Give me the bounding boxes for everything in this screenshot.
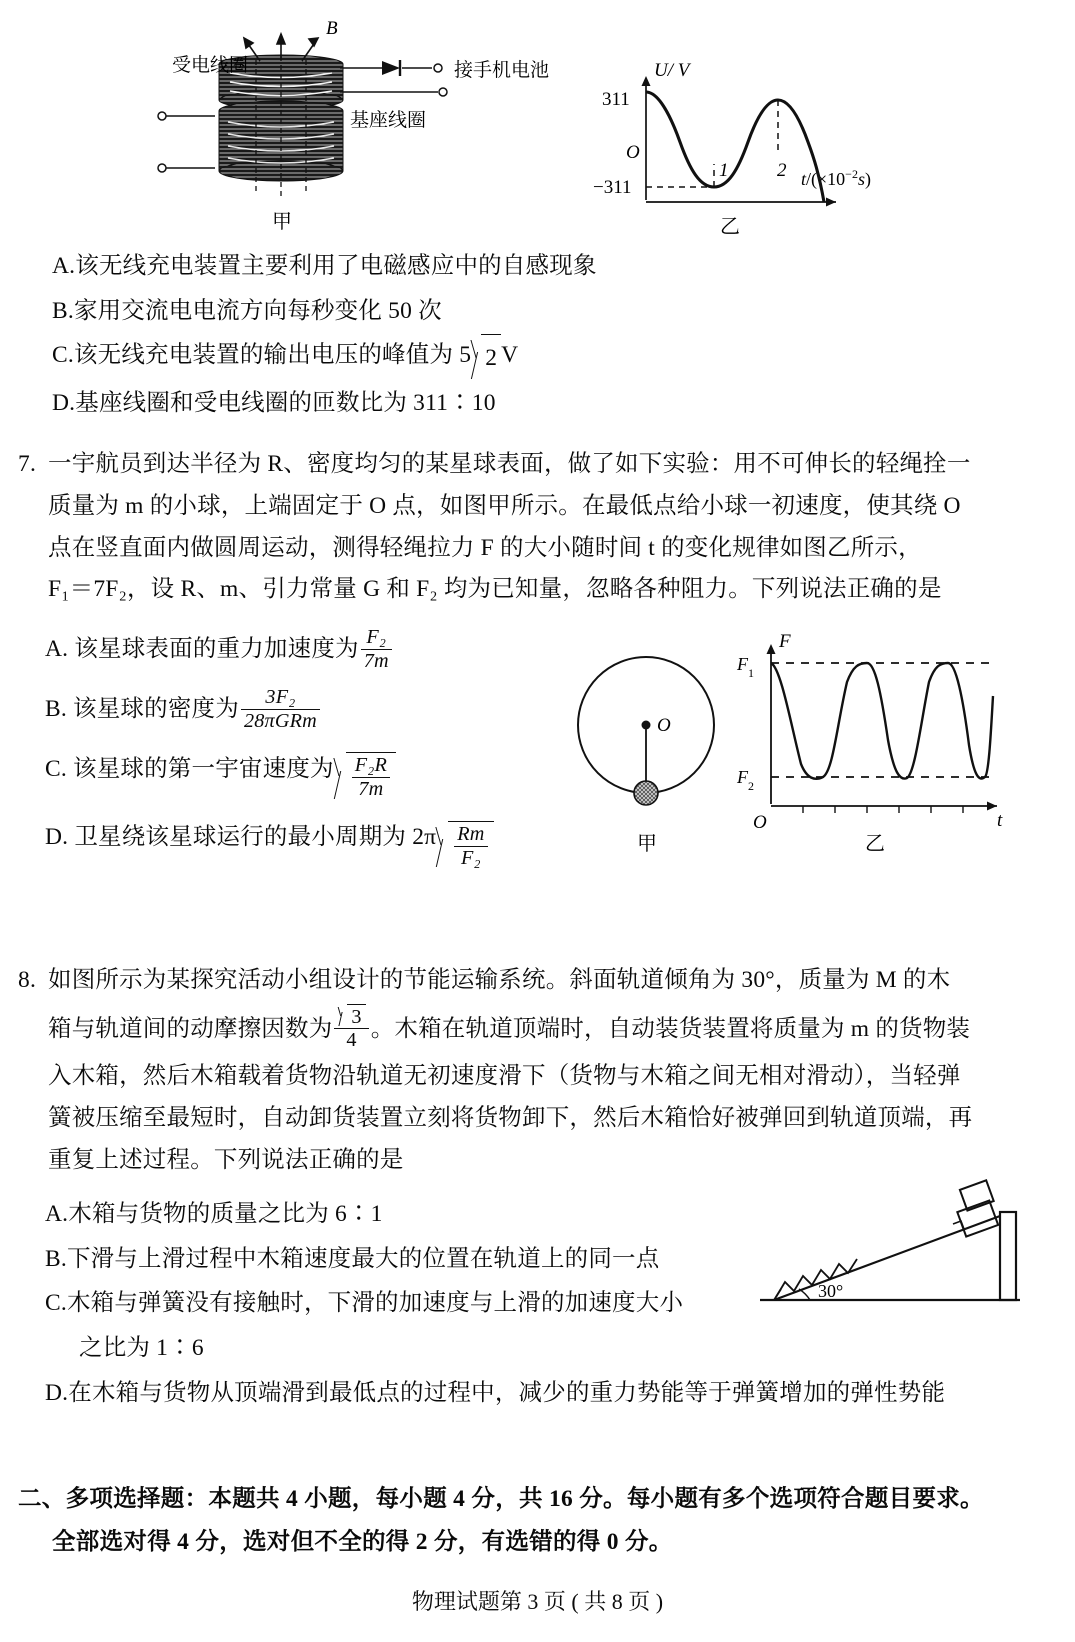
option-letter: A. bbox=[45, 1201, 69, 1227]
label-base-coil: 基座线圈 bbox=[350, 110, 427, 131]
y-tick-F1: $F_1$ bbox=[737, 654, 754, 680]
ratio-value: 311∶10 bbox=[413, 389, 496, 416]
fraction bbox=[454, 823, 487, 869]
coefficient: 2π bbox=[412, 824, 437, 850]
option-row bbox=[45, 686, 565, 732]
option-text: 木箱与货物的质量之比为 6∶1 bbox=[68, 1201, 383, 1227]
option-letter: B. bbox=[45, 1245, 67, 1272]
option-row bbox=[45, 1371, 1065, 1416]
option-text: 卫星绕该星球运行的最小周期为 bbox=[74, 824, 407, 850]
fraction bbox=[241, 686, 320, 732]
option-text-tail: 次 bbox=[412, 297, 442, 324]
stem-line: 如图所示为某探究活动小组设计的节能运输系统。斜面轨道倾角为 30°，质量为 M 的木 bbox=[48, 967, 951, 993]
sqrt-icon bbox=[436, 821, 493, 870]
radicand: 2 bbox=[481, 334, 501, 381]
option-text-continued: 之比为 1∶6 bbox=[79, 1334, 204, 1361]
option-row bbox=[45, 1281, 785, 1370]
origin-label: O bbox=[626, 142, 640, 163]
fraction bbox=[352, 754, 390, 800]
fraction bbox=[334, 1003, 368, 1052]
option-number: 50 bbox=[388, 297, 413, 324]
y-tick-F2: $F_2$ bbox=[737, 767, 754, 793]
coefficient: 5 bbox=[459, 342, 472, 369]
radicand bbox=[346, 752, 396, 801]
question7-options bbox=[45, 626, 565, 870]
stem-line: 点在竖直面内做圆周运动，测得轻绳拉力 F 的大小随时间 t 的变化规律如图乙所示， bbox=[48, 534, 922, 561]
sqrt-icon bbox=[334, 752, 396, 801]
question7-stem bbox=[18, 444, 1058, 611]
sqrt-icon bbox=[471, 334, 501, 381]
option-letter: A. bbox=[52, 253, 76, 279]
option-letter: A. bbox=[45, 636, 69, 663]
option-text: 该星球的第一宇宙速度为 bbox=[73, 755, 334, 782]
stem-line: 入木箱，然后木箱载着货物沿轨道无初速度滑下（货物与木箱之间无相对滑动），当轻弹 bbox=[48, 1062, 961, 1089]
section-two-heading bbox=[18, 1478, 1063, 1565]
y-tick-positive: 311 bbox=[602, 89, 630, 110]
figure-circular-motion bbox=[556, 640, 746, 860]
stem-line: 一宇航员到达半径为 R、密度均匀的某星球表面，做了如下实验：用不可伸长的轻绳拴一 bbox=[48, 451, 971, 477]
option-row bbox=[45, 626, 565, 672]
option-row bbox=[45, 747, 565, 802]
section-heading-line1: 二、多项选择题：本题共 4 小题，每小题 4 分，共 16 分。每小题有多个选项符合题目要求。 bbox=[18, 1486, 984, 1512]
unit: V bbox=[501, 342, 519, 369]
label-phone-battery: 接手机电池 bbox=[454, 60, 550, 81]
x-tick-2: 2 bbox=[777, 160, 787, 181]
origin-label: O bbox=[753, 812, 767, 833]
option-letter: D. bbox=[52, 389, 76, 416]
page-footer: 物理试题第 3 页 ( 共 8 页 ) bbox=[411, 1589, 664, 1614]
question-number: 7. bbox=[18, 451, 37, 477]
figure-caption-yi: 乙 bbox=[865, 833, 885, 855]
option-text: 基座线圈和受电线圈的匝数比为 bbox=[75, 389, 414, 416]
radicand bbox=[448, 821, 493, 870]
fraction-denominator: F₂ bbox=[454, 846, 487, 870]
radicand: 3 bbox=[347, 1004, 365, 1029]
angle-label-30: 30° bbox=[818, 1281, 844, 1301]
fraction-denominator: 4 bbox=[334, 1028, 368, 1052]
axis-label-F: F bbox=[779, 631, 791, 652]
option-row bbox=[52, 333, 952, 380]
figure-caption-jia: 甲 bbox=[272, 211, 292, 233]
fraction-numerator: 3F₂ bbox=[265, 686, 296, 709]
question-number: 8. bbox=[18, 967, 37, 993]
option-text: 在木箱与货物从顶端滑到最低点的过程中，减少的重力势能等于弹簧增加的弹性势能 bbox=[68, 1379, 946, 1406]
stem-line: 质量为 m 的小球，上端固定于 O 点，如图甲所示。在最低点给小球一初速度，使其绕 O bbox=[48, 492, 961, 519]
stem-line: 重复上述过程。下列说法正确的是 bbox=[48, 1146, 404, 1173]
center-label-O: O bbox=[657, 715, 671, 736]
figure-force-time-graph bbox=[725, 630, 1015, 855]
option-letter: D. bbox=[45, 824, 69, 850]
option-row bbox=[52, 381, 952, 426]
fraction-numerator: Rm bbox=[457, 822, 485, 845]
option-text: 该无线充电装置的输出电压的峰值为 bbox=[73, 342, 460, 369]
option-text: 下滑与上滑过程中木箱速度最大的位置在轨道上的同一点 bbox=[66, 1245, 660, 1272]
figure-caption-yi: 乙 bbox=[720, 216, 740, 238]
fraction-numerator bbox=[334, 1003, 368, 1028]
stem-line: F₁＝7F₂，设 R、m、引力常量 G 和 F₂ 均为已知量，忽略各种阻力。下列说法正确的是 bbox=[48, 576, 942, 603]
option-text: 该星球表面的重力加速度为 bbox=[74, 636, 359, 663]
question6-options bbox=[52, 244, 952, 425]
axis-label-U: U/ V bbox=[654, 60, 690, 81]
fraction bbox=[361, 626, 392, 672]
option-text: 该无线充电装置主要利用了电磁感应中的自感现象 bbox=[75, 253, 597, 279]
option-text: 家用交流电电流方向每秒变化 bbox=[73, 297, 389, 324]
fraction-numerator: F₂R bbox=[354, 754, 388, 777]
figure-inclined-plane bbox=[752, 1158, 1042, 1318]
option-row bbox=[45, 815, 565, 870]
option-text: 该星球的密度为 bbox=[73, 696, 239, 723]
fraction-denominator: 7m bbox=[352, 777, 390, 801]
question8-stem bbox=[18, 960, 1058, 1181]
y-tick-negative: −311 bbox=[593, 177, 632, 198]
x-tick-1: 1 bbox=[719, 160, 729, 181]
option-row bbox=[45, 1237, 785, 1282]
option-row bbox=[52, 289, 952, 334]
option-letter: B. bbox=[52, 297, 74, 324]
option-row bbox=[45, 1192, 785, 1237]
figure-caption-jia: 甲 bbox=[637, 833, 657, 855]
fraction-denominator: 28πGRm bbox=[241, 709, 320, 733]
figure-label-B: B bbox=[326, 18, 338, 39]
option-row bbox=[52, 244, 952, 289]
option-letter: C. bbox=[52, 342, 74, 369]
stem-line: 。木箱在轨道顶端时，自动装货装置将质量为 m 的货物装 bbox=[370, 1015, 971, 1042]
option-text: 木箱与弹簧没有接触时，下滑的加速度与上滑的加速度大小 bbox=[66, 1290, 684, 1317]
option-letter: C. bbox=[45, 755, 67, 782]
fraction-numerator: F₂ bbox=[366, 626, 387, 648]
axis-label-t: $t/(\times 10^{-2}s)$ bbox=[801, 167, 871, 189]
label-receiver-coil: 受电线圈 bbox=[172, 55, 249, 76]
fraction-denominator: 7m bbox=[361, 649, 392, 673]
option-letter: D. bbox=[45, 1379, 69, 1406]
figure-wireless-charger bbox=[150, 16, 580, 238]
stem-line: 簧被压缩至最短时，自动卸货装置立刻将货物卸下，然后木箱恰好被弹回到轨道顶端，再 bbox=[48, 1104, 973, 1131]
option-letter: B. bbox=[45, 696, 67, 723]
section-heading-line2: 全部选对得 4 分，选对但不全的得 2 分，有选错的得 0 分。 bbox=[52, 1529, 673, 1556]
stem-line: 箱与轨道间的动摩擦因数为 bbox=[48, 1015, 333, 1042]
figure-voltage-waveform bbox=[588, 52, 888, 238]
option-letter: C. bbox=[45, 1290, 67, 1317]
axis-label-t: t bbox=[997, 810, 1003, 831]
sqrt-icon bbox=[337, 1004, 365, 1029]
